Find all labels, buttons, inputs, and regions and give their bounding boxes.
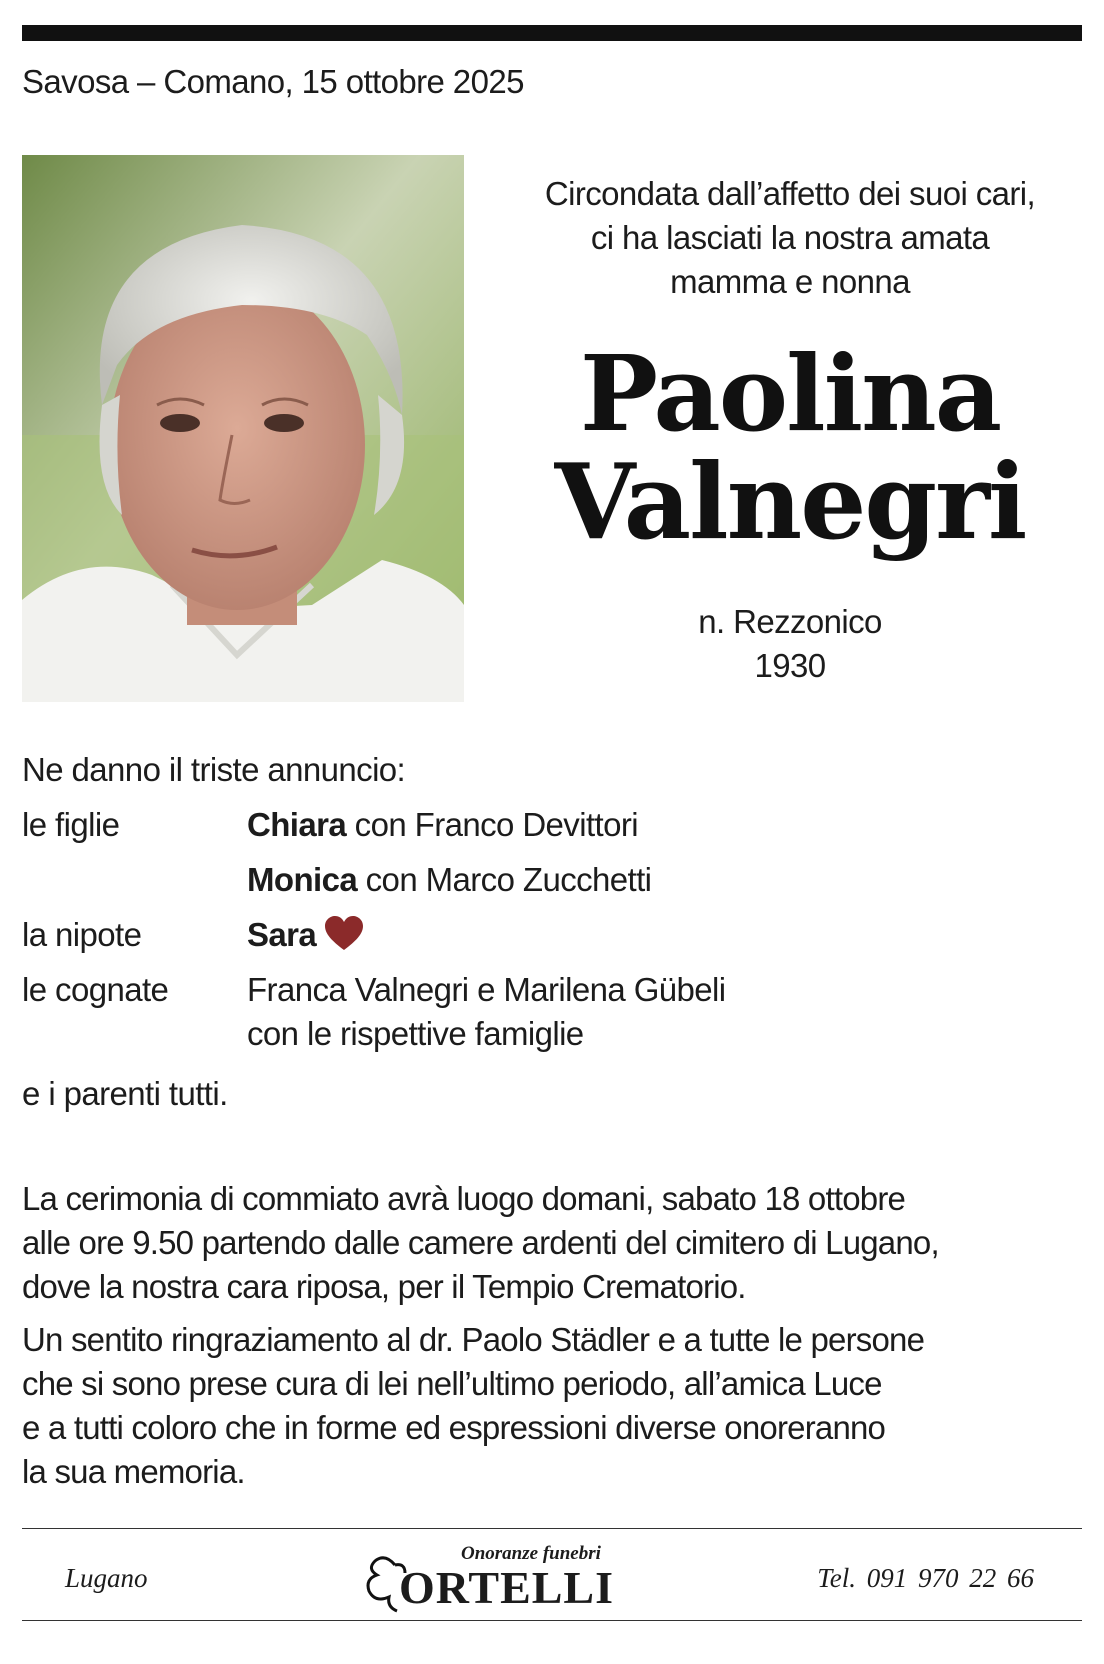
intro-line: Circondata dall’affetto dei suoi cari, bbox=[544, 175, 1036, 212]
deceased-name bbox=[500, 332, 1080, 563]
footer-phone: Tel. 091 970 22 66 bbox=[817, 1563, 1034, 1593]
portrait-illustration bbox=[22, 155, 464, 702]
footer-bottom-rule bbox=[22, 1620, 1082, 1621]
relatives-line: e i parenti tutti. bbox=[22, 1075, 228, 1112]
ceremony-paragraph bbox=[22, 1177, 1082, 1309]
granddaughter-label: la nipote bbox=[22, 916, 142, 953]
daughter-1-name: Chiara bbox=[247, 806, 347, 843]
daughter-1-spouse: con Franco Devittori bbox=[346, 806, 638, 843]
daughter-2-spouse: con Marco Zucchetti bbox=[357, 861, 652, 898]
company-name: ORTELLI bbox=[399, 1562, 615, 1613]
thanks-line: Un sentito ringraziamento al dr. Paolo Städler e a tutte le persone bbox=[22, 1321, 925, 1358]
last-name: Valnegri bbox=[554, 440, 1026, 563]
thanks-line: e a tutti coloro che in forme ed espressioni diverse onoreranno bbox=[22, 1409, 886, 1446]
granddaughter-name: Sara bbox=[247, 916, 317, 953]
sisters-in-law bbox=[247, 968, 726, 1056]
birth-info bbox=[500, 600, 1080, 688]
company-tagline: Onoranze funebri bbox=[461, 1543, 601, 1564]
intro-line: ci ha lasciati la nostra amata bbox=[590, 219, 990, 256]
footer-top-rule bbox=[22, 1528, 1082, 1529]
thanks-paragraph bbox=[22, 1318, 1082, 1494]
maiden-name: n. Rezzonico bbox=[698, 603, 882, 640]
granddaughter bbox=[247, 913, 364, 963]
daughter-2-name: Monica bbox=[247, 861, 358, 898]
thanks-line: che si sono prese cura di lei nell’ultimo periodo, all’amica Luce bbox=[22, 1365, 882, 1402]
portrait-photo bbox=[22, 155, 464, 702]
company-logo bbox=[365, 1543, 625, 1613]
top-rule bbox=[22, 25, 1082, 41]
sisters-in-law-families: con le rispettive famiglie bbox=[247, 1015, 584, 1052]
daughters-label: le figlie bbox=[22, 806, 120, 843]
birth-year: 1930 bbox=[754, 647, 826, 684]
daughter-2 bbox=[247, 858, 651, 902]
ceremony-line: alle ore 9.50 partendo dalle camere ardenti del cimitero di Lugano, bbox=[22, 1224, 939, 1261]
intro-line: mamma e nonna bbox=[670, 263, 910, 300]
heart-icon bbox=[324, 916, 364, 963]
sisters-in-law-names: Franca Valnegri e Marilena Gübeli bbox=[247, 971, 726, 1008]
dateline: Savosa – Comano, 15 ottobre 2025 bbox=[22, 63, 524, 100]
thanks-line: la sua memoria. bbox=[22, 1453, 245, 1490]
announcement-intro: Ne danno il triste annuncio: bbox=[22, 751, 406, 788]
daughter-1 bbox=[247, 803, 638, 847]
ceremony-line: La cerimonia di commiato avrà luogo domani, sabato 18 ottobre bbox=[22, 1180, 906, 1217]
sisters-in-law-label: le cognate bbox=[22, 971, 169, 1008]
ceremony-line: dove la nostra cara riposa, per il Tempio Crematorio. bbox=[22, 1268, 746, 1305]
footer-city: Lugano bbox=[65, 1563, 148, 1593]
first-name: Paolina bbox=[579, 332, 1001, 455]
intro-text bbox=[500, 172, 1080, 304]
